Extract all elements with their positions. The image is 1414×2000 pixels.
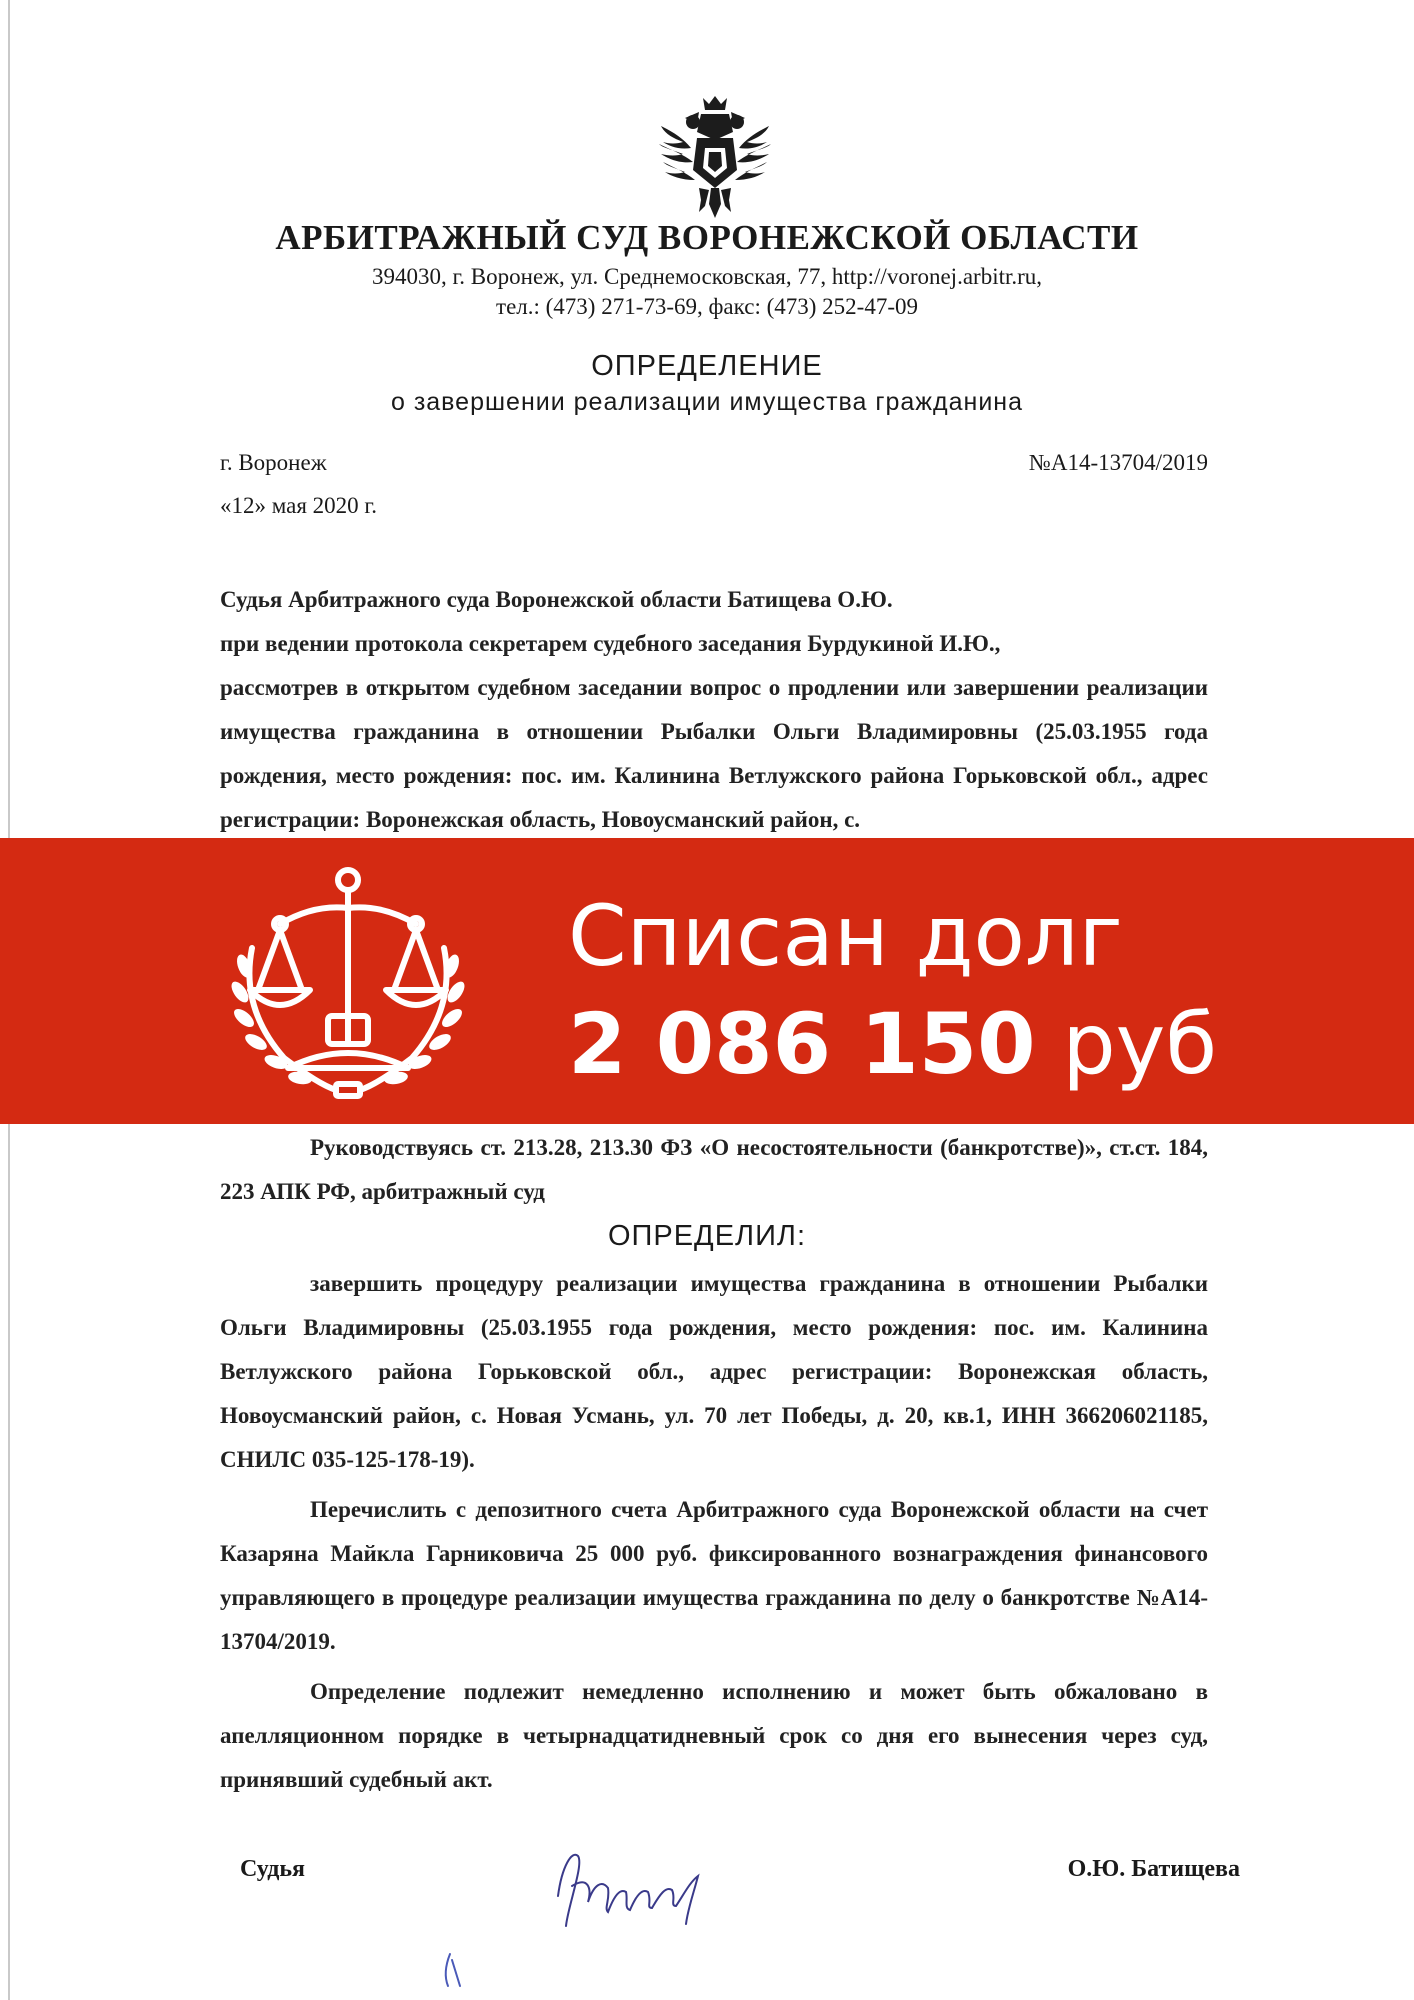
court-name: АРБИТРАЖНЫЙ СУД ВОРОНЕЖСКОЙ ОБЛАСТИ (275, 218, 1139, 257)
decided-heading: ОПРЕДЕЛИЛ: (607, 1220, 807, 1252)
coat-of-arms-icon (655, 92, 775, 220)
banner-amount: 2 086 150 (568, 995, 1036, 1093)
debt-written-off-banner (0, 838, 1414, 1124)
case-number: №А14-13704/2019 (1028, 450, 1208, 475)
scales-of-justice-icon (218, 858, 478, 1108)
banner-currency: руб (1062, 995, 1218, 1093)
signature-label: Судья (240, 1856, 306, 1882)
guided-paragraph: Руководствуясь ст. 213.28, 213.30 ФЗ «О несостоятельности (банкротстве)», ст.ст. 184, 223 АПК РФ, арбитражный суд (220, 1135, 1208, 1204)
banner-amount-line (568, 994, 1217, 1094)
document-date: «12» мая 2020 г. (220, 493, 378, 518)
judge-paragraph: Судья Арбитражного суда Воронежской области Батищева О.Ю. (220, 587, 893, 612)
handwritten-signature (548, 1836, 718, 1936)
court-address (0, 262, 1414, 322)
resolution-paragraph: завершить процедуру реализации имущества гражданина в отношении Рыбалки Ольги Владимировны (25.03.1955 года рождения, место рождения: пос. им. Калинина Ветлужского района Горьковской обл., адрес регистрации: Воронежская область, Новоусманский район, с. Новая Усмань, ул. 70 лет Победы, д. 20, кв.1, ИНН 366206021185, СНИЛС 035-125-178-19). (220, 1271, 1208, 1472)
judge-name: О.Ю. Батищева (1067, 1856, 1240, 1882)
secretary-paragraph: при ведении протокола секретарем судебного заседания Бурдукиной И.Ю., (220, 631, 1001, 656)
court-address-line1: 394030, г. Воронеж, ул. Среднемосковская, 77, http://voronej.arbitr.ru, (371, 264, 1043, 289)
appeal-paragraph: Определение подлежит немедленно исполнению и может быть обжаловано в апелляционном порядке в четырнадцатидневный срок со дня его вынесения через суд, принявший судебный акт. (220, 1679, 1208, 1792)
document-city: г. Воронеж (220, 450, 327, 475)
intro-paragraph: рассмотрев в открытом судебном заседании вопрос о продлении или завершении реализации имущества гражданина в отношении Рыбалки Ольги Владимировны (25.03.1955 года рождения, место рождения: пос. им. Калинина Ветлужского района Горьковской обл., адрес регистрации: Воронежская область, Новоусманский район, с. (220, 675, 1208, 832)
transfer-paragraph: Перечислить с депозитного счета Арбитражного суда Воронежской области на счет Казаряна Майкла Гарниковича 25 000 руб. фиксированного вознаграждения финансового управляющего в процедуре реализации имущества гражданина по делу о банкротстве №А14-13704/2019. (220, 1497, 1208, 1654)
document-title: ОПРЕДЕЛЕНИЕ (591, 350, 823, 382)
ink-mark (440, 1950, 470, 1990)
document-subtitle: о завершении реализации имущества гражданина (390, 388, 1024, 416)
banner-headline: Списан долг (568, 887, 1123, 985)
court-address-line2: тел.: (473) 271-73-69, факс: (473) 252-47-09 (496, 294, 918, 319)
